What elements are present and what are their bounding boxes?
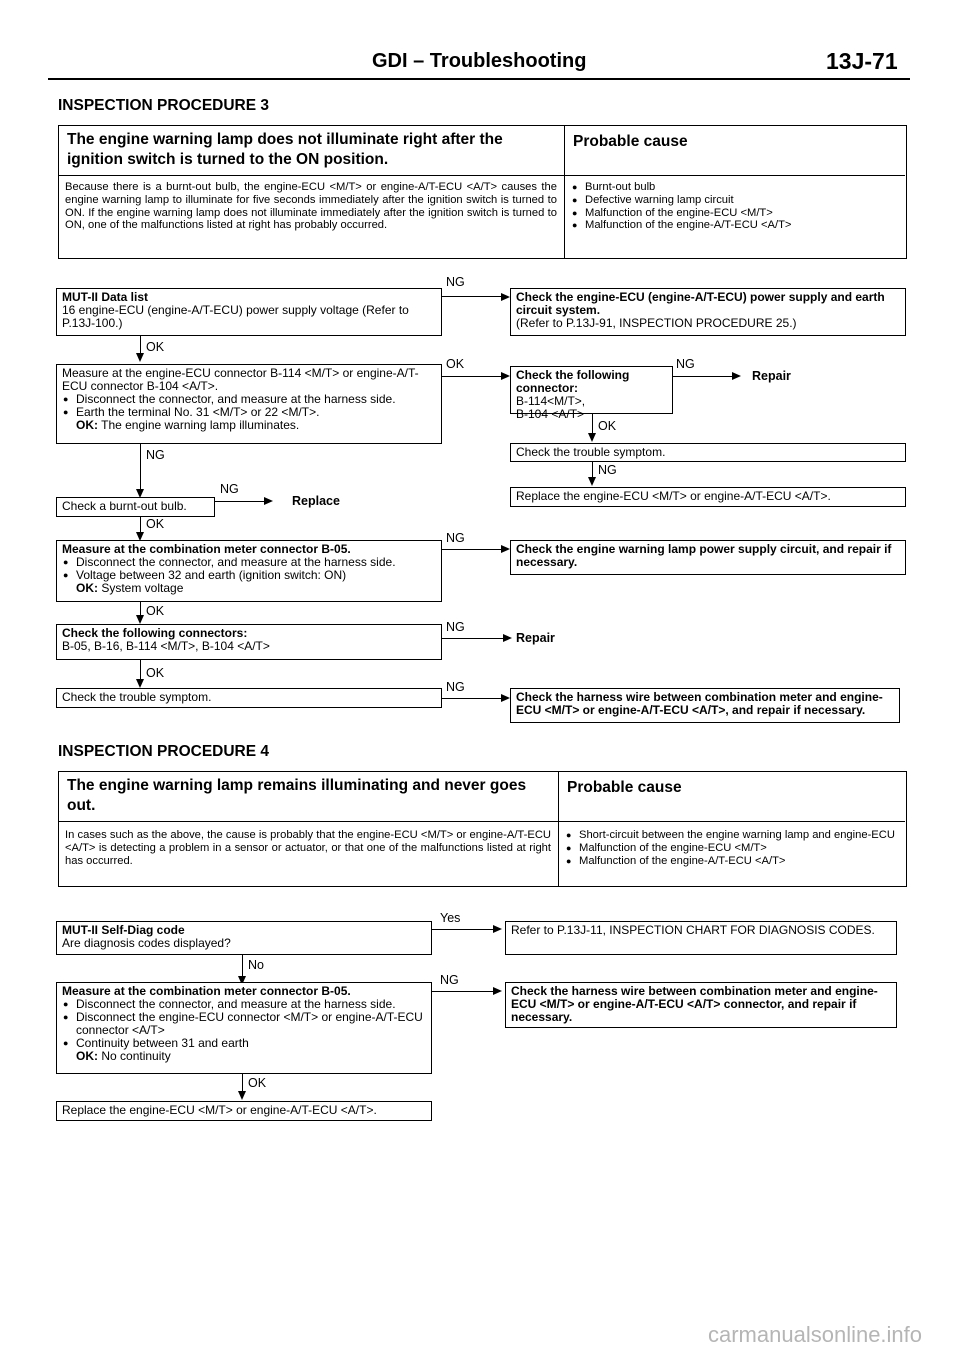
arrow-right-icon [501,545,510,553]
proc3-step4-title: Measure at the combination meter connector B-05. [62,542,351,556]
ng-label: NG [446,680,465,694]
proc3-step1-ng-text: Check the engine-ECU (engine-A/T-ECU) power supply and earth circuit system. [516,290,885,317]
proc4-step1-yes-box [505,921,897,955]
proc3-step5-title: Check the following connectors: [62,626,248,640]
arrow-down-icon [136,615,144,624]
bullet-item: ● Disconnect the connector, and measure at the harness side. [62,998,426,1011]
arrow-right-icon [493,987,502,995]
bullet-item: ● Voltage between 32 and earth (ignition switch: ON) [62,569,436,582]
ng-label: NG [446,275,465,289]
ok-criteria-label: OK: [76,581,98,595]
ok-criteria-label: OK: [76,418,98,432]
arrow-down-icon [136,353,144,362]
arrow-down-icon [238,1091,246,1100]
connector-line [442,549,502,550]
proc3-cause-item: ● Defective warning lamp circuit [571,194,901,207]
proc3-step5-box [56,624,442,660]
connector-line [215,501,265,502]
header-rule [48,78,910,80]
proc3-check-conn-title: Check the following connector: [516,368,630,395]
proc3-step6-box [56,688,442,708]
proc3-step1-ng-text2: (Refer to P.13J-91, INSPECTION PROCEDURE 25.) [516,316,797,330]
proc4-cause-item: ● Short-circuit between the engine warning lamp and engine-ECU [565,829,895,842]
proc3-step6-ng-text: Check the harness wire between combination meter and engine-ECU <M/T> or engine-A/T-ECU <A/T>, and repair if necessary. [516,690,883,717]
ng-label: NG [446,531,465,545]
proc3-step3-text: Check a burnt-out bulb. [62,499,187,513]
proc4-step1-box [56,921,432,955]
proc3-step2-bullets [62,393,436,419]
proc3-step1-box [56,288,442,336]
proc3-check-symptom: Check the trouble symptom. [516,445,666,459]
arrow-down-icon [588,433,596,442]
arrow-down-icon [136,679,144,688]
proc4-cause-item: ● Malfunction of the engine-ECU <M/T> [565,842,895,855]
proc4-step2-ng-box [505,982,897,1028]
proc3-step4-bullets [62,556,436,582]
ng-label: NG [146,448,165,462]
connector-line [442,296,502,297]
connector-line [442,698,502,699]
proc3-cause-item: ● Malfunction of the engine-A/T-ECU <A/T> [571,219,901,232]
bullet-item: ● Disconnect the connector, and measure at the harness side. [62,556,436,569]
page-title: GDI – Troubleshooting [372,50,587,72]
proc3-step5-text: B-05, B-16, B-114 <M/T>, B-104 <A/T> [62,639,270,653]
watermark: carmanualsonline.info [708,1322,923,1347]
proc4-symptom: The engine warning lamp remains illuminating and never goes out. [67,777,527,814]
proc3-step4-box [56,540,442,602]
ng-label: NG [440,973,459,987]
proc4-step1-yes-text: Refer to P.13J-11, INSPECTION CHART FOR DIAGNOSIS CODES. [511,923,875,937]
bullet-item: ● Disconnect the connector, and measure at the harness side. [62,393,436,406]
proc3-replace-ecu: Replace the engine-ECU <M/T> or engine-A/T-ECU <A/T>. [516,489,831,503]
proc3-step4-ng-box [510,540,906,575]
proc4-causes [565,829,895,867]
ok-label: OK [248,1076,267,1090]
page-number: 13J-71 [826,48,898,74]
proc3-step6-text: Check the trouble symptom. [62,690,212,704]
arrow-right-icon [493,925,502,933]
proc4-description: In cases such as the above, the cause is probably that the engine-ECU <M/T> or engine-A/T-ECU <A/T> is detecting a problem in a sensor or actuator, or that one of the malfunctions listed at right has occurred. [65,829,551,867]
proc4-divider-h [59,821,905,822]
proc3-step3-box [56,497,215,517]
proc4-heading: INSPECTION PROCEDURE 4 [58,743,270,760]
proc4-step1-title: MUT-II Self-Diag code [62,923,185,937]
connector-line [442,638,504,639]
proc4-cause-title: Probable cause [567,779,682,796]
proc3-step2-text: Measure at the engine-ECU connector B-114 <M/T> or engine-A/T-ECU connector B-104 <A/T>. [62,366,419,393]
proc4-step1-text: Are diagnosis codes displayed? [62,936,231,950]
ok-criteria: System voltage [101,581,184,595]
proc3-divider-h [59,175,905,176]
ng-label: NG [598,463,617,477]
proc4-symptom-table [58,771,907,887]
proc3-repair-label: Repair [752,369,791,383]
arrow-right-icon [264,497,273,505]
proc4-step2-ng-text: Check the harness wire between combination meter and engine-ECU <M/T> or engine-A/T-ECU <A/T> connector, and repair if necessary. [511,984,878,1024]
connector-line [432,929,494,930]
yes-label: Yes [440,911,461,925]
ok-label: OK [146,604,165,618]
proc3-check-conn-text: B-104 <A/T> [516,407,585,421]
proc3-replace-ecu-box [510,487,906,507]
proc4-step2-bullets [62,998,426,1050]
ng-label: NG [220,482,239,496]
no-label: No [248,958,264,972]
proc4-step3-box [56,1101,432,1121]
proc3-replace-label: Replace [292,494,340,508]
ok-label: OK [146,666,165,680]
connector-line [442,376,502,377]
proc3-cause-item: ● Malfunction of the engine-ECU <M/T> [571,207,901,220]
connector-line [673,376,733,377]
proc3-divider-v [564,126,565,258]
proc3-repair-label-2: Repair [516,631,555,645]
ok-criteria-label: OK: [76,1049,98,1063]
proc3-step4-ng-text: Check the engine warning lamp power supply circuit, and repair if necessary. [516,542,892,569]
proc4-step3-text: Replace the engine-ECU <M/T> or engine-A/T-ECU <A/T>. [62,1103,377,1117]
proc4-divider-v [558,772,559,886]
proc4-cause-item: ● Malfunction of the engine-A/T-ECU <A/T> [565,855,895,868]
ok-label: OK [146,517,165,531]
arrow-down-icon [588,477,596,486]
proc3-causes [571,181,901,232]
ok-label: OK [598,419,617,433]
proc3-cause-title: Probable cause [573,133,688,150]
proc3-check-symptom-box [510,443,906,462]
bullet-item: ● Continuity between 31 and earth [62,1037,426,1050]
proc3-step1-ng-box [510,288,906,336]
proc4-step2-box [56,982,432,1074]
ok-label: OK [146,340,165,354]
arrow-right-icon [501,293,510,301]
proc3-step6-ng-box [510,688,900,723]
arrow-right-icon [501,372,510,380]
ok-label: OK [446,357,465,371]
connector-line [140,444,141,494]
proc3-check-conn-text: B-114<M/T>, [516,394,586,408]
ok-criteria: The engine warning lamp illuminates. [101,418,300,432]
arrow-right-icon [501,694,510,702]
arrow-right-icon [732,372,741,380]
ng-label: NG [676,357,695,371]
proc3-check-conn-box [510,366,673,421]
proc3-cause-item: ● Burnt-out bulb [571,181,901,194]
bullet-item: ● Disconnect the engine-ECU connector <M/T> or engine-A/T-ECU connector <A/T> [62,1011,426,1037]
arrow-right-icon [503,634,512,642]
bullet-item: ● Earth the terminal No. 31 <M/T> or 22 <M/T>. [62,406,436,419]
proc3-step2-box [56,364,442,444]
ok-criteria: No continuity [101,1049,171,1063]
ng-label: NG [446,620,465,634]
proc3-symptom-table [58,125,907,259]
connector-line [432,991,494,992]
proc3-step1-text: 16 engine-ECU (engine-A/T-ECU) power supply voltage (Refer to P.13J-100.) [62,303,409,330]
proc3-description: Because there is a burnt-out bulb, the engine-ECU <M/T> or engine-A/T-ECU <A/T> causes the engine warning lamp to illuminate for five seconds immediately after the ignition switch is turned to ON. If the engine warning lamp does not illuminate immediately after the ignition switch is turned to ON, one of the malfunctions listed at right has probably occurred. [65,181,557,232]
proc4-step2-title: Measure at the combination meter connector B-05. [62,984,351,998]
proc3-step1-title: MUT-II Data list [62,290,149,304]
proc3-heading: INSPECTION PROCEDURE 3 [58,97,270,114]
proc3-symptom: The engine warning lamp does not illuminate right after the ignition switch is turned to the ON position. [67,131,503,168]
